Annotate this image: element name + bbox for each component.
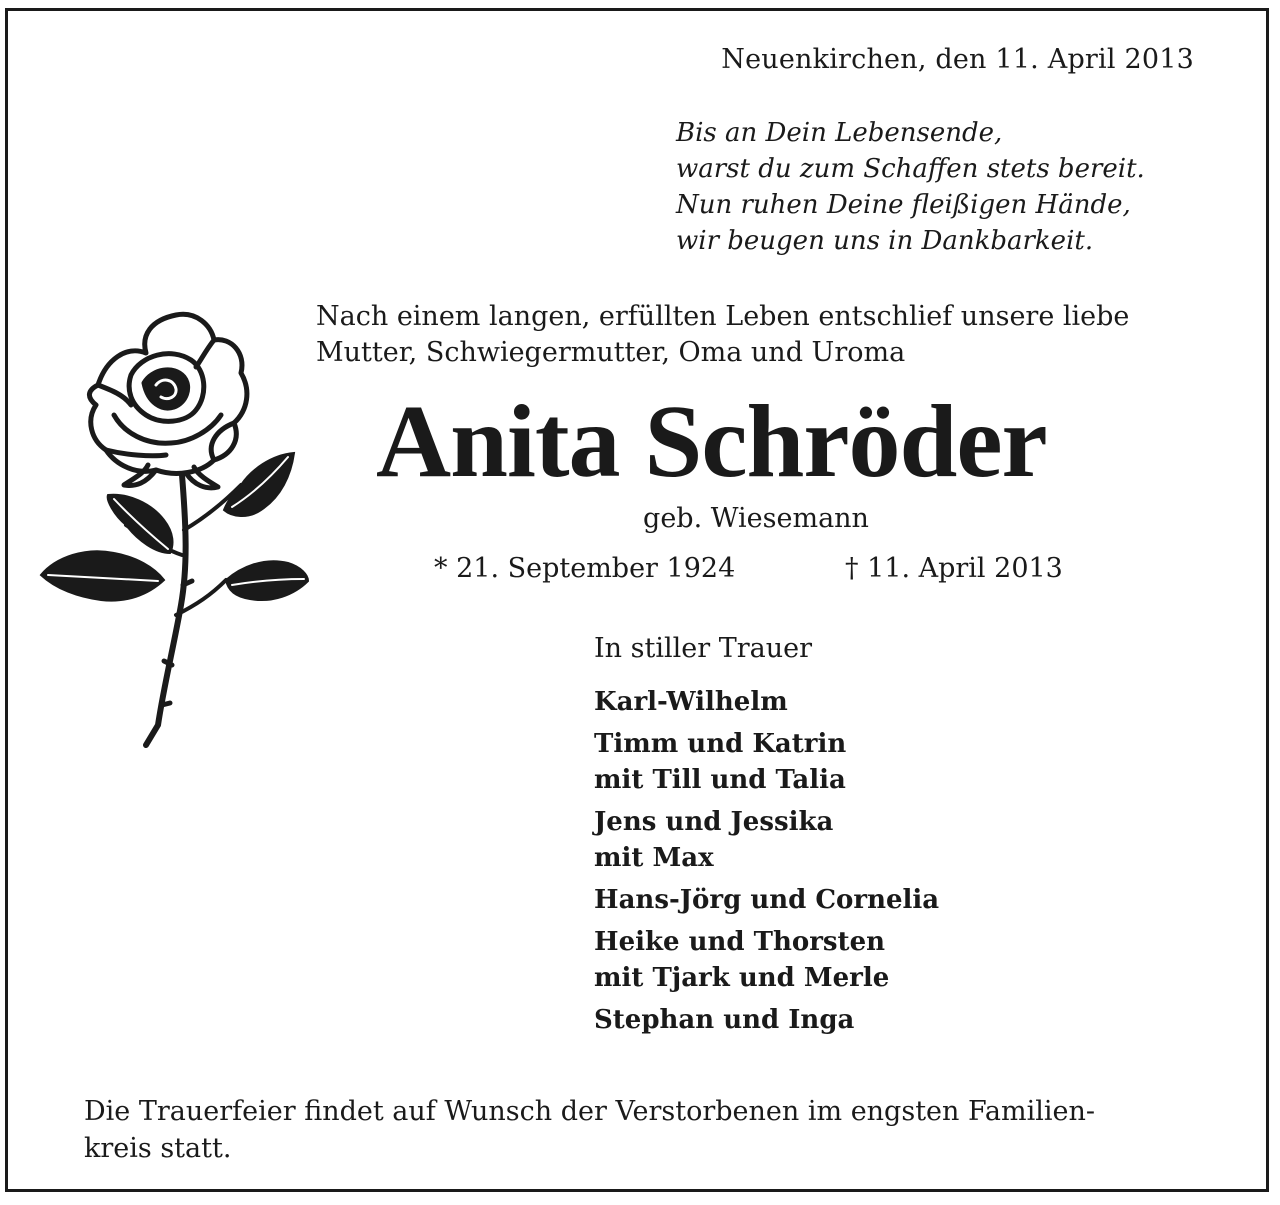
mourner-line: mit Max (594, 843, 714, 873)
intro-line: Nach einem langen, erfüllten Leben entschlief unsere liebe (316, 301, 1130, 332)
poem-line: warst du zum Schaffen stets bereit. (676, 154, 1145, 184)
mourner-line: Stephan und Inga (594, 1005, 855, 1035)
mourner-group (594, 804, 939, 876)
mourner-line: Jens und Jessika (594, 807, 834, 837)
intro-text (316, 299, 1129, 371)
mourning-label: In stiller Trauer (594, 633, 813, 664)
mourner-line: Hans-Jörg und Cornelia (594, 885, 940, 915)
place-date: Neuenkirchen, den 11. April 2013 (721, 44, 1194, 75)
mourner-line: Karl-Wilhelm (594, 687, 788, 717)
birth-date: * 21. September 1924 (434, 553, 736, 584)
rose-icon (36, 305, 311, 755)
poem-line: Nun ruhen Deine fleißigen Hände, (676, 190, 1131, 220)
funeral-note-line: kreis statt. (84, 1133, 232, 1164)
funeral-note-line: Die Trauerfeier findet auf Wunsch der Verstorbenen im engsten Familien- (84, 1096, 1095, 1127)
deceased-name: Anita Schröder (376, 384, 1047, 499)
mourners-list (594, 684, 939, 1044)
mourner-line: mit Tjark und Merle (594, 963, 890, 993)
mourner-group (594, 684, 939, 720)
mourner-group (594, 1002, 939, 1038)
intro-line: Mutter, Schwiegermutter, Oma und Uroma (316, 337, 906, 368)
mourner-line: Heike und Thorsten (594, 927, 886, 957)
maiden-name: geb. Wiesemann (643, 503, 869, 534)
poem-line: wir beugen uns in Dankbarkeit. (676, 226, 1094, 256)
death-date: † 11. April 2013 (845, 553, 1063, 584)
poem (676, 115, 1145, 259)
funeral-note (84, 1093, 1095, 1167)
mourner-line: mit Till und Talia (594, 765, 846, 795)
mourner-group (594, 726, 939, 798)
poem-line: Bis an Dein Lebensende, (676, 118, 1003, 148)
mourner-group (594, 924, 939, 996)
mourner-line: Timm und Katrin (594, 729, 847, 759)
mourner-group (594, 882, 939, 918)
